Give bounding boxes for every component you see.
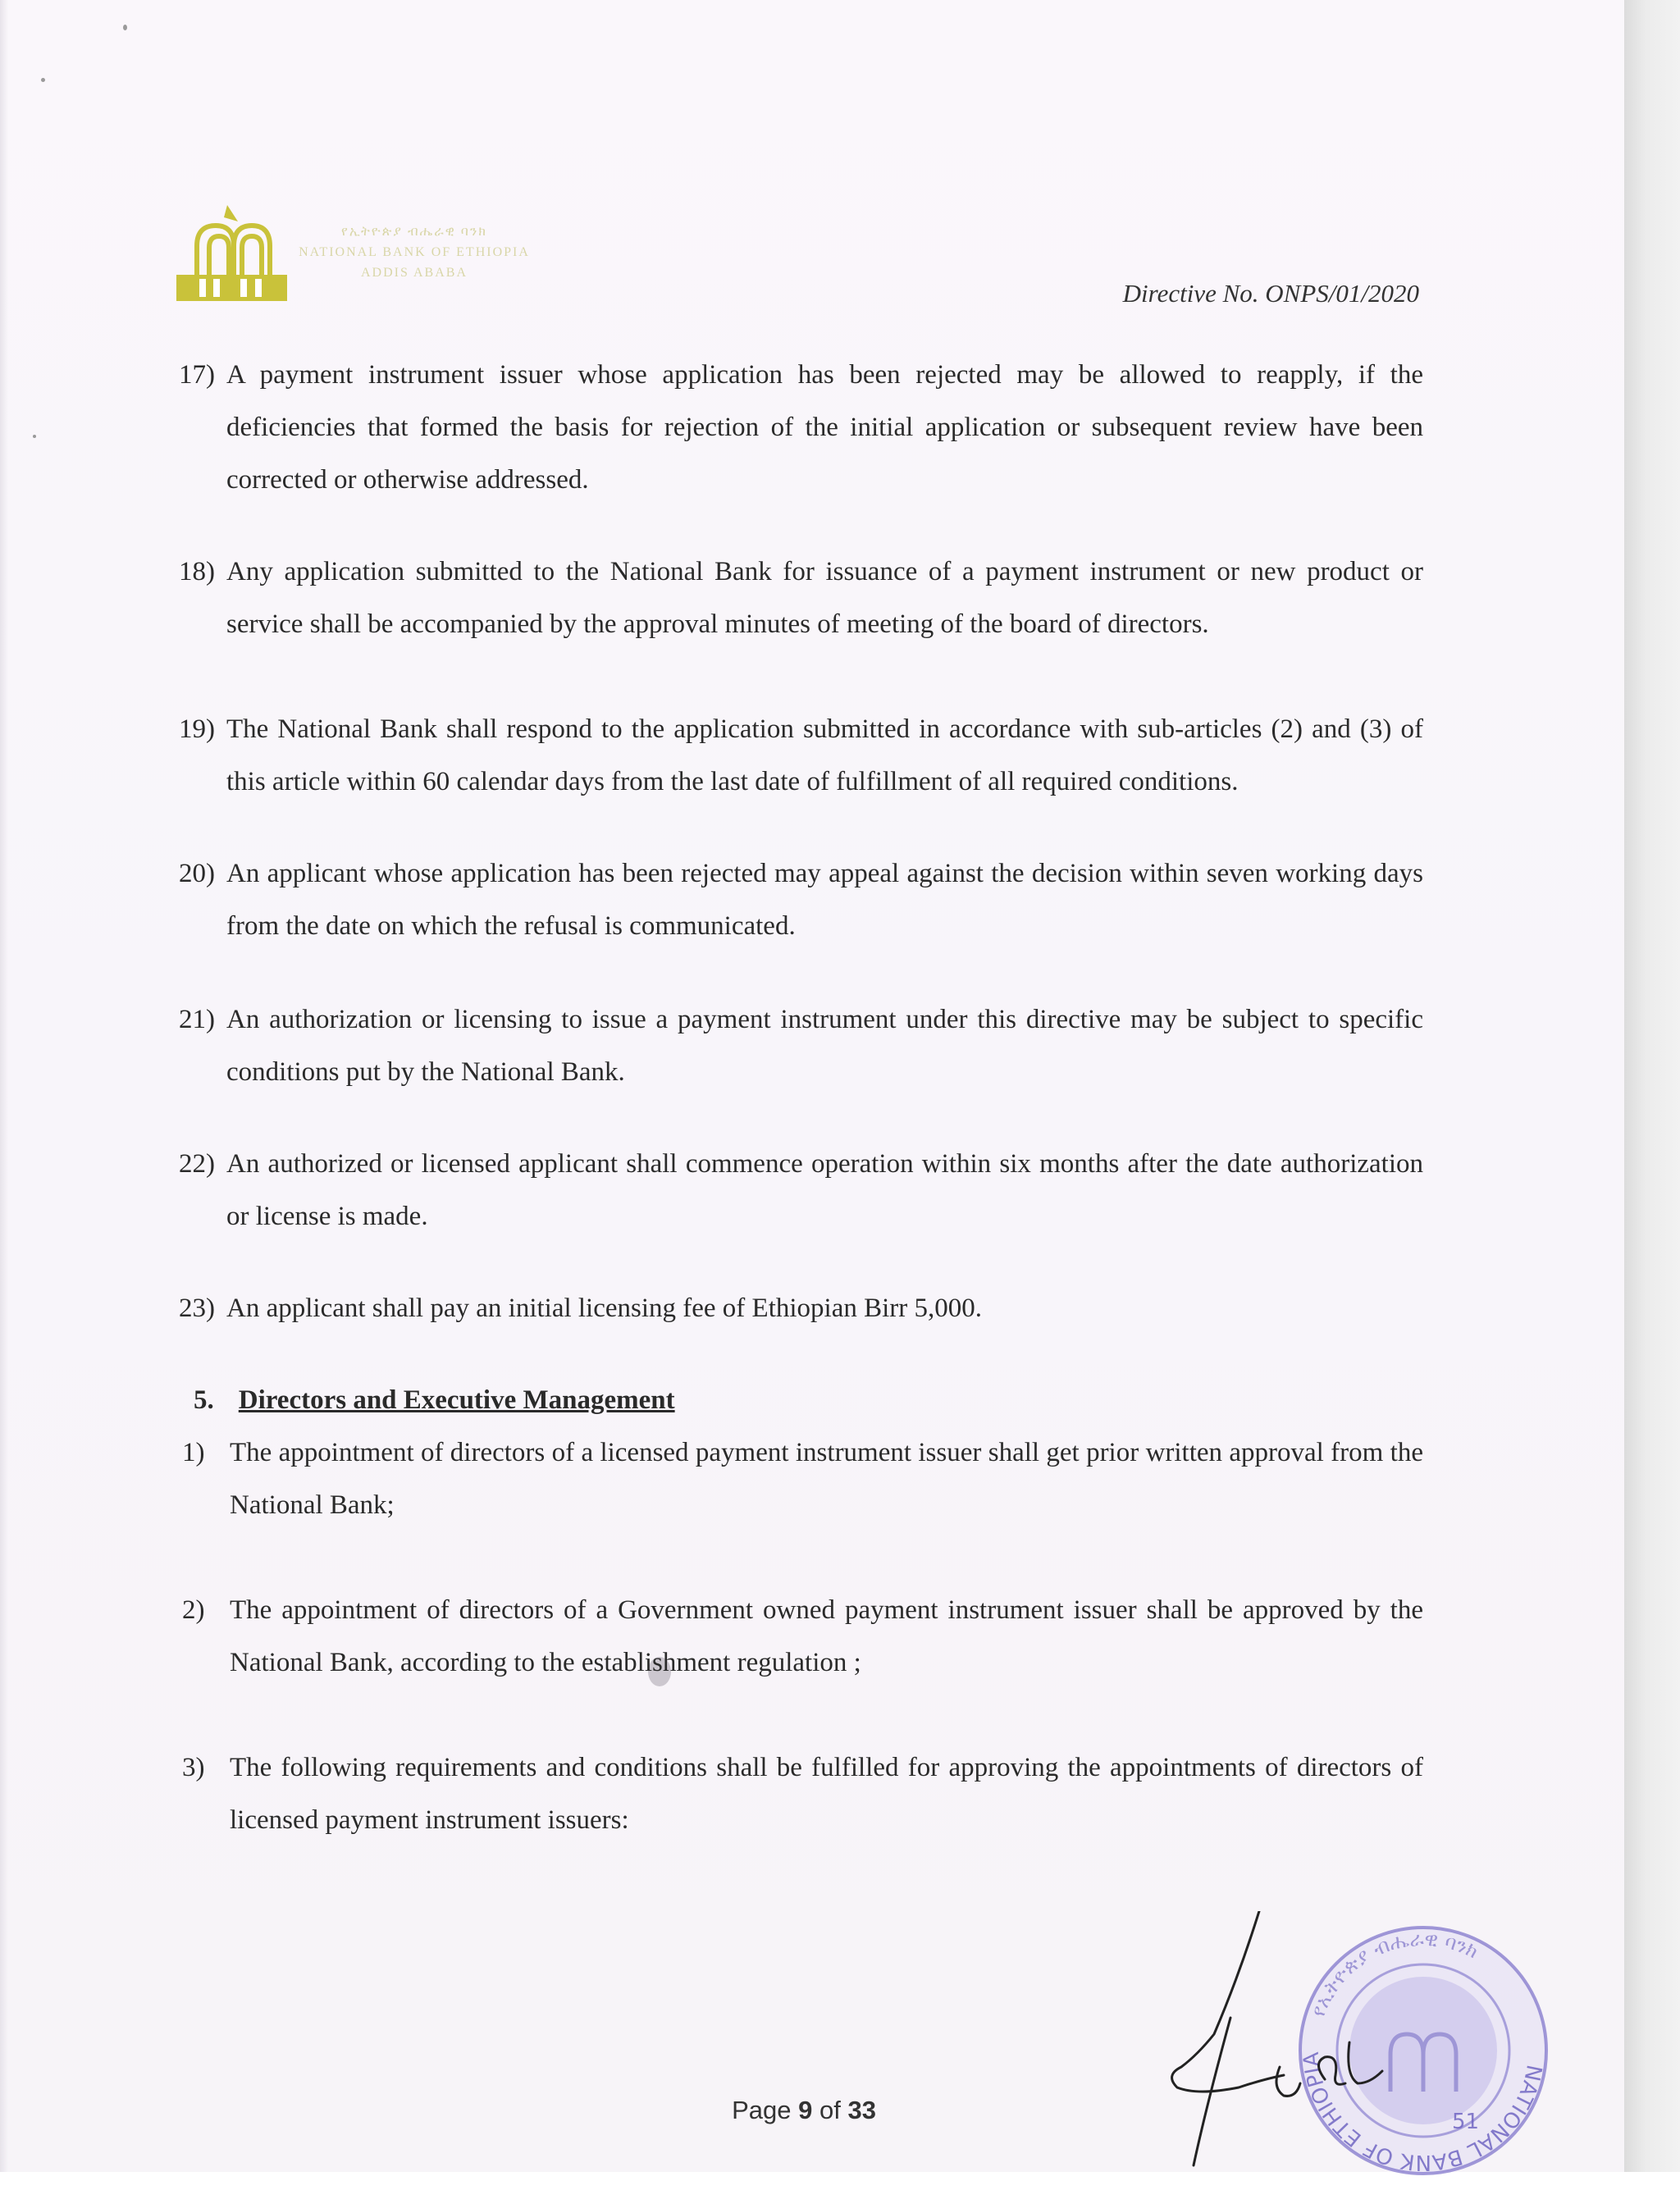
item-text: An applicant shall pay an initial licensing fee of Ethiopian Birr 5,000. [226, 1293, 983, 1323]
page-of: of [819, 2096, 841, 2124]
item-text: The following requirements and conditions shall be fulfilled for approving the appointments of directors of licensed payment instrument issuers: [230, 1753, 1423, 1835]
item-text: An authorized or licensed applicant shall commence operation within six months after the date authorization or license is made. [226, 1149, 1423, 1231]
item-text: The appointment of directors of a Government owned payment instrument issuer shall be approved by the National Bank, according to the establishment regulation ; [230, 1595, 1423, 1677]
item-number: 22) [179, 1149, 215, 1179]
item-number: 21) [179, 1005, 215, 1034]
handwritten-signature [1148, 1911, 1444, 2174]
item-number: 18) [179, 557, 215, 586]
stamp-year: 51 [1452, 2110, 1480, 2134]
page-left-shadow [0, 0, 8, 2172]
page-word: Page [732, 2096, 792, 2124]
item-number: 17) [179, 360, 215, 390]
list-item [179, 1282, 1423, 1335]
document-body [179, 349, 1423, 1846]
directive-number: Directive No. ONPS/01/2020 [1122, 279, 1419, 308]
page-total: 33 [847, 2096, 876, 2124]
list-item [179, 1741, 1423, 1846]
item-text: Any application submitted to the National Bank for issuance of a payment instrument or new product or service shall be accompanied by the approval minutes of meeting of the board of directors. [226, 557, 1423, 639]
list-item [179, 1584, 1423, 1689]
list-item [179, 1426, 1423, 1531]
logo-text [267, 221, 562, 283]
logo-line-city: ADDIS ABABA [360, 266, 468, 280]
page-current: 9 [798, 2096, 813, 2124]
item-number: 19) [179, 714, 215, 744]
list-item [179, 1138, 1423, 1243]
section-number: 5. [194, 1385, 214, 1415]
list-item [179, 703, 1423, 808]
stamp-ring-text-amharic: የኢትዮጵያ ብሔራዊ ባንክ [1306, 1927, 1482, 2020]
page-number [0, 2096, 1608, 2125]
item-number: 20) [179, 859, 215, 888]
nbe-logo [176, 197, 570, 303]
scan-right-edge [1624, 0, 1680, 2172]
item-text: An authorization or licensing to issue a payment instrument under this directive may be subject to specific conditions put by the National Bank. [226, 1005, 1423, 1087]
logo-line-english: NATIONAL BANK OF ETHIOPIA [299, 245, 530, 259]
scan-speck [41, 78, 45, 82]
item-text: An applicant whose application has been rejected may appeal against the decision within seven working days from the date on which the refusal is communicated. [226, 859, 1423, 941]
list-item [179, 993, 1423, 1098]
section-heading [179, 1374, 1423, 1426]
scan-speck [33, 435, 36, 438]
item-text: A payment instrument issuer whose application has been rejected may be allowed to reapply, if the deficiencies that formed the basis for rejection of the initial application or subsequent review have been corrected or otherwise addressed. [226, 360, 1423, 495]
item-text: The appointment of directors of a licensed payment instrument issuer shall get prior written approval from the National Bank; [230, 1438, 1423, 1520]
list-item [179, 349, 1423, 506]
item-number: 23) [179, 1293, 215, 1323]
section-title: Directors and Executive Management [238, 1385, 675, 1415]
list-item [179, 847, 1423, 952]
item-text: The National Bank shall respond to the application submitted in accordance with sub-articles (2) and (3) of this article within 60 calendar days from the last date of fulfillment of all required conditions. [226, 714, 1423, 796]
item-number: 3) [182, 1753, 205, 1782]
item-number: 1) [182, 1438, 205, 1467]
item-number: 2) [182, 1595, 205, 1625]
scan-speck [123, 25, 127, 30]
list-item [179, 545, 1423, 650]
stamp-ring-text: NATIONAL BANK OF ETHIOPIA [1299, 2051, 1546, 2175]
logo-line-amharic: የኢትዮጵያ ብሔራዊ ባንክ [341, 225, 487, 239]
